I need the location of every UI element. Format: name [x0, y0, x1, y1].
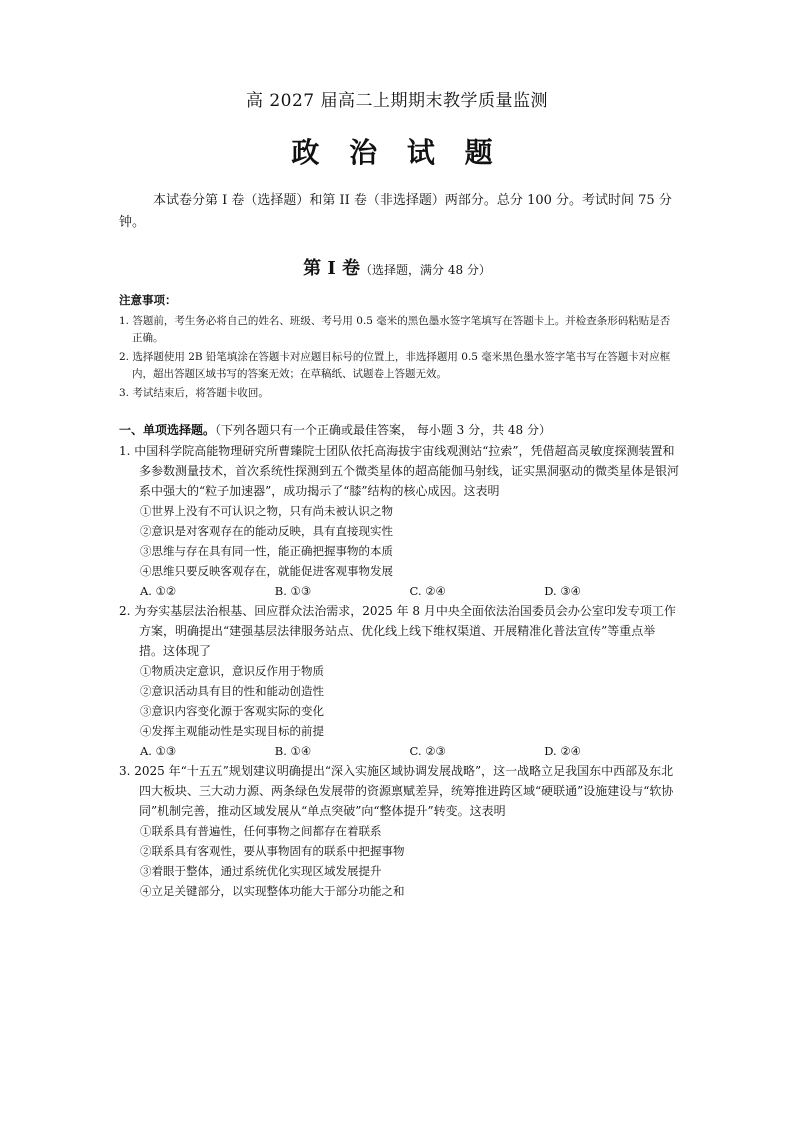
choice-b: B. ①④	[274, 744, 312, 758]
choice-c: C. ②④	[409, 584, 446, 598]
exam-title: 政 治 试 题	[291, 136, 503, 169]
choice-a: A. ①②	[140, 584, 177, 598]
question-option: ④思维只要反映客观存在，就能促进客观事物发展	[140, 564, 393, 578]
choice-b: B. ①③	[274, 584, 312, 598]
part-heading	[119, 421, 679, 438]
choice-c: C. ②③	[409, 744, 446, 758]
question-1	[119, 441, 679, 601]
notice-list	[119, 313, 679, 404]
question-option: ①联系具有普遍性，任何事物之间都存在着联系	[140, 824, 382, 838]
section-note: （选择题，满分 48 分）	[360, 263, 491, 277]
answer-choices	[140, 581, 679, 601]
choice-d: D. ③④	[544, 584, 581, 598]
notice-item: 2. 选择题使用 2B 铅笔填涂在答题卡对应题目标号的位置上，非选择题用 0.5 毫米黑色墨水签字笔书写在答题卡对应框内，超出答题区域书写的答案无效；在草稿纸、试题卷上答题无效。	[119, 351, 671, 380]
question-option: ④立足关键部分，以实现整体功能大于部分功能之和	[140, 884, 405, 898]
question-option: ①世界上没有不可认识之物，只有尚未被认识之物	[140, 504, 393, 518]
question-2	[119, 601, 679, 761]
question-stem: 2. 为夯实基层法治根基、回应群众法治需求，2025 年 8 月中央全面依法治国委员会办公室印发专项工作方案，明确提出“建强基层法律服务站点、优化线上线下维权渠道、开展精准化普法宣传”等重点举措。这体现了	[119, 604, 676, 658]
question-stem: 1. 中国科学院高能物理研究所曹臻院士团队依托高海拔宇宙线观测站“拉索”，凭借超高灵敏度探测装置和多参数测量技术，首次系统性探测到五个微类星体的超高能伽马射线，证实黑洞驱动的微类星体是银河系中强大的“粒子加速器”，成功揭示了“膝”结构的核心成因。这表明	[119, 444, 680, 498]
part-title: 一、单项选择题。	[119, 423, 216, 437]
question-option: ②意识活动具有目的性和能动创造性	[140, 684, 324, 698]
section-heading	[0, 254, 794, 280]
notice-item: 1. 答题前，考生务必将自己的姓名、班级、考号用 0.5 毫米的黑色墨水签字笔填写在答题卡上。并检查条形码粘贴是否正确。	[119, 315, 671, 344]
question-option: ②联系具有客观性，要从事物固有的联系中把握事物	[140, 844, 405, 858]
question-option: ①物质决定意识，意识反作用于物质	[140, 664, 324, 678]
question-option: ③思维与存在具有同一性，能正确把握事物的本质	[140, 544, 393, 558]
section-label: 第 I 卷	[303, 258, 361, 279]
part-desc: （下列各题只有一个正确或最佳答案， 每小题 3 分，共 48 分）	[215, 423, 551, 437]
question-3	[119, 761, 679, 901]
question-option: ③着眼于整体，通过系统优化实现区域发展提升	[140, 864, 382, 878]
question-option: ③意识内容变化源于客观实际的变化	[140, 704, 324, 718]
question-list	[119, 441, 679, 901]
notice-title: 注意事项：	[119, 293, 177, 307]
answer-choices	[140, 741, 679, 761]
exam-intro: 本试卷分第 I 卷（选择题）和第 II 卷（非选择题）两部分。总分 100 分。考试时间 75 分钟。	[119, 193, 672, 230]
choice-d: D. ②④	[544, 744, 581, 758]
question-stem: 3. 2025 年“十五五”规划建议明确提出“深入实施区域协调发展战略”，这一战略立足我国东中西部及东北四大板块、三大动力源、两条绿色发展带的资源禀赋差异，统筹推进跨区域“硬联通”设施建设与“软协同”机制完善，推动区域发展从“单点突破”向“整体提升”转变。这表明	[119, 764, 674, 818]
notice-item: 3. 考试结束后，将答题卡收回。	[119, 387, 269, 399]
question-option: ②意识是对客观存在的能动反映，具有直接现实性	[140, 524, 393, 538]
question-option: ④发挥主观能动性是实现目标的前提	[140, 724, 324, 738]
exam-subtitle: 高 2027 届高二上期期末教学质量监测	[245, 91, 549, 111]
choice-a: A. ①③	[140, 744, 177, 758]
